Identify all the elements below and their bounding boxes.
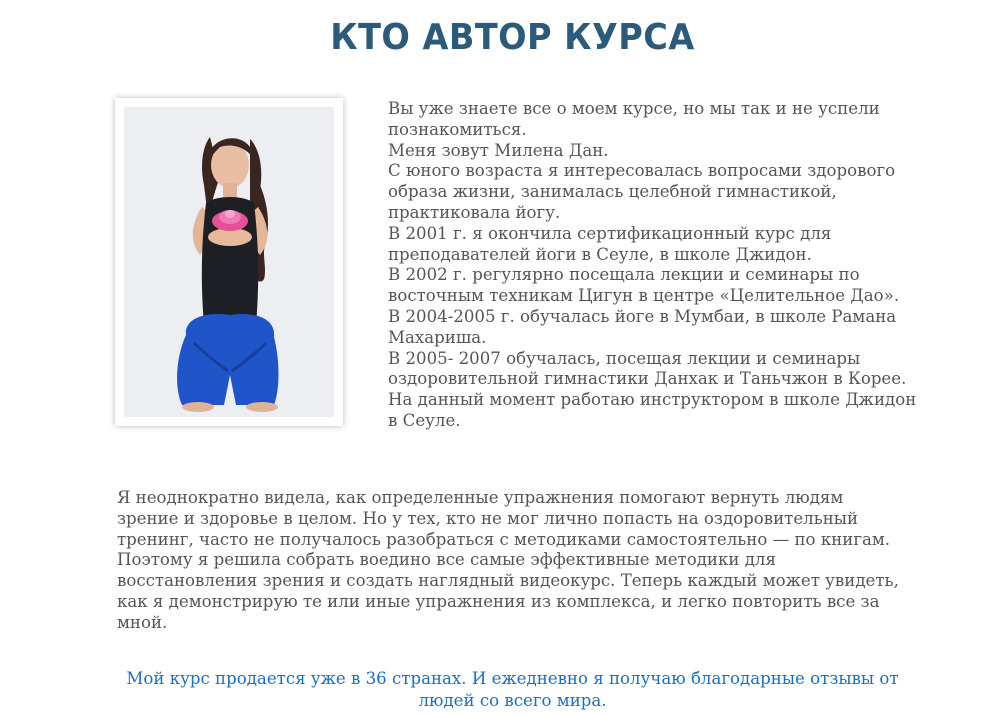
bio-line: На данный момент работаю инструктором в школе Джидон в Сеуле. [388,390,917,430]
author-portrait-illustration [124,107,334,417]
section-title: КТО АВТОР КУРСА [330,17,695,58]
author-story [117,488,907,634]
bio-line: В 2001 г. я окончила сертификационный курс для преподавателей йоги в Сеуле, в школе Джидон. [388,223,832,264]
story-paragraph: Я неоднократно видела, как определенные упражнения помогают вернуть людям зрение и здоровье в целом. Но у тех, кто не мог лично попасть на оздоровительный тренинг, часто не получалось разобраться с методиками самостоятельно — по книгам. [117,488,891,549]
story-paragraph: Поэтому я решила собрать воедино все самые эффективные методики для восстановления зрения и создать наглядный видеокурс. Теперь каждый может увидеть, как я демонстрирую те или иные упражнения из комплекса, и легко повторить все за мной. [117,550,899,632]
bio-line: Меня зовут Милена Дан. [388,140,609,160]
author-bio [388,99,928,432]
bio-line: Вы уже знаете все о моем курсе, но мы так и не успели познакомиться. [388,99,880,139]
bio-line: В 2004-2005 г. обучалась йоге в Мумбаи, в школе Рамана Махариша. [388,306,897,347]
highlight-text: Мой курс продается уже в 36 странах. И ежедневно я получаю благодарные отзывы от людей со всего мира. [126,669,899,710]
bio-line: С юного возраста я интересовалась вопросами здорового образа жизни, занималась целебной гимнастикой, практиковала йогу. [388,161,896,222]
bio-line: В 2005- 2007 обучалась, посещая лекции и семинары оздоровительной гимнастики Данхак и Таньчжон в Корее. [388,348,907,389]
author-photo [124,107,334,417]
author-photo-frame [115,98,343,426]
bio-line: В 2002 г. регулярно посещала лекции и семинары по восточным техникам Цигун в центре «Целительное Дао». [388,265,900,306]
